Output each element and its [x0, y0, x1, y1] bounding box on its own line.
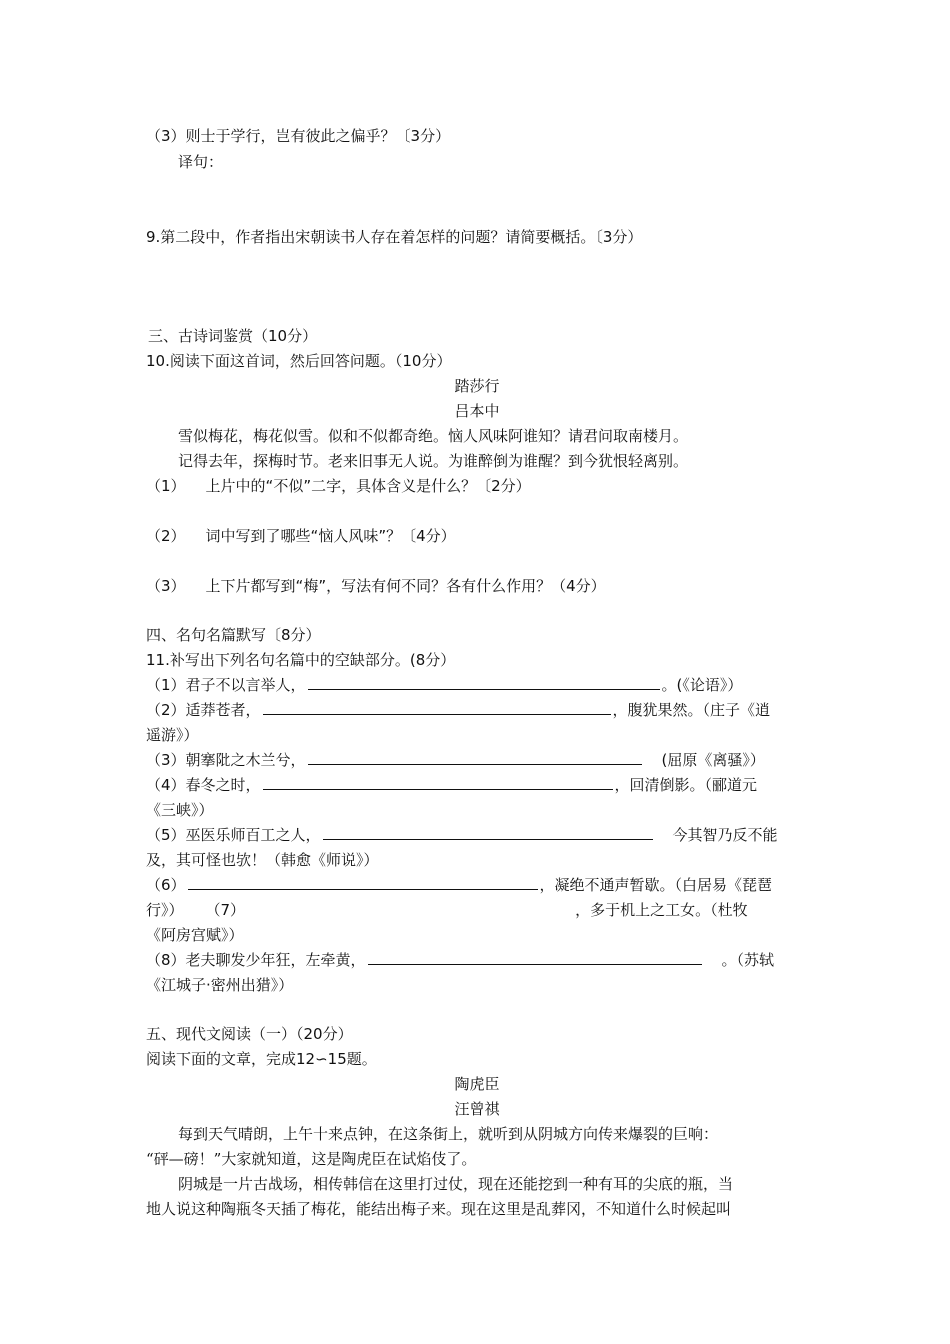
- dictation-item-2: [146, 698, 808, 723]
- dictation-1-source: 。(《论语》）: [661, 676, 743, 694]
- dictation-5-wrap: 及，其可怪也欤！（韩愈《师说》）: [146, 851, 379, 869]
- article-author: 汪曾祺: [454, 1100, 500, 1118]
- q10-sub-2-text: 词中写到了哪些“恼人风味”？〔4分）: [205, 527, 456, 545]
- dictation-4-wrap: 《三峡》）: [146, 801, 214, 819]
- dictation-item-8: [146, 948, 808, 973]
- dictation-8-source: 。（苏轼: [721, 951, 775, 969]
- dictation-6-wrap: 行》）: [146, 901, 184, 919]
- dictation-5-prompt: （5）巫医乐师百工之人，: [146, 826, 321, 844]
- section-3-heading: 三、古诗词鉴赏（10分）: [148, 327, 318, 345]
- question-11: 11.补写出下列名句名篇中的空缺部分。(8分）: [146, 651, 456, 669]
- dictation-item-6-7: [146, 898, 808, 923]
- article-title: 陶虎臣: [454, 1075, 500, 1093]
- article-p2-line2: 地人说这种陶瓶冬天插了梅花，能结出梅子来。现在这里是乱葬冈，不知道什么时候起叫: [146, 1200, 732, 1218]
- q10-sub-3-text: 上下片都写到“梅”，写法有何不同？各有什么作用？（4分）: [205, 577, 606, 595]
- dictation-7-source: ，多于机上之工女。（杜牧: [575, 901, 748, 919]
- dictation-2-prompt: （2）适莽苍者，: [146, 701, 261, 719]
- q8-3-answer-label: 译句：: [178, 153, 224, 171]
- dictation-6-source: ，凝绝不通声暂歇。（白居易《琵琶: [539, 876, 773, 894]
- dictation-1-blank[interactable]: [308, 674, 660, 690]
- article-p1-line1: 每到天气晴朗，上午十来点钟，在这条街上，就听到从阴城方向传来爆裂的巨响：: [178, 1125, 719, 1143]
- dictation-item-3: [146, 748, 808, 773]
- dictation-item-5: [146, 823, 808, 848]
- q10-sub-2-number: （2）: [146, 527, 186, 545]
- dictation-2-wrap: 遥游》）: [146, 726, 199, 744]
- question-10: 10.阅读下面这首词，然后回答问题。（10分）: [146, 352, 452, 370]
- q10-sub-2: [146, 524, 808, 549]
- poem-line-2: 记得去年，探梅时节。老来旧事无人说。为谁醉倒为谁醒？到今犹恨轻离别。: [178, 452, 689, 470]
- dictation-6-prompt: （6）: [146, 876, 186, 894]
- dictation-5-source: 今其智乃反不能: [672, 826, 778, 844]
- q8-3-prompt: （3）则士于学行，岂有彼此之偏乎？〔3分）: [146, 127, 451, 145]
- q10-sub-1: [146, 474, 808, 499]
- dictation-item-4: [146, 773, 808, 798]
- poem-title: 踏莎行: [454, 377, 500, 395]
- article-p1-line2: “砰—磅！”大家就知道，这是陶虎臣在试焰伎了。: [146, 1150, 477, 1168]
- dictation-8-prompt: （8）老夫聊发少年狂，左牵黄，: [146, 951, 366, 969]
- dictation-2-blank[interactable]: [263, 699, 611, 715]
- dictation-3-blank[interactable]: [308, 749, 642, 765]
- dictation-4-prompt: （4）春冬之时，: [146, 776, 261, 794]
- section-5-heading: 五、现代文阅读（一）（20分）: [146, 1025, 353, 1043]
- dictation-6-blank[interactable]: [188, 874, 538, 890]
- dictation-4-blank[interactable]: [263, 774, 613, 790]
- dictation-4-source: ，回清倒影。（郦道元: [614, 776, 758, 794]
- question-9: 9.第二段中，作者指出宋朝读书人存在着怎样的问题？请简要概括。〔3分）: [146, 228, 643, 246]
- dictation-8-blank[interactable]: [368, 949, 702, 965]
- dictation-2-source: ，腹犹果然。（庄子《逍: [612, 701, 771, 719]
- q10-sub-3-number: （3）: [146, 577, 186, 595]
- article-p2-line1: 阴城是一片古战场，相传韩信在这里打过仗，现在还能挖到一种有耳的尖底的瓶，当: [178, 1175, 734, 1193]
- dictation-item-6: [146, 873, 808, 898]
- q10-sub-3: [146, 574, 808, 599]
- dictation-7-prompt: （7）: [205, 901, 246, 919]
- dictation-5-blank[interactable]: [323, 824, 653, 840]
- dictation-3-source: (屈原《离骚》）: [661, 751, 765, 769]
- q10-sub-1-number: （1）: [146, 477, 186, 495]
- section-4-heading: 四、名句名篇默写〔8分）: [146, 626, 321, 644]
- section-5-instruction: 阅读下面的文章，完成12∽15题。: [146, 1050, 377, 1068]
- q10-sub-1-text: 上片中的“不似”二字，具体含义是什么？〔2分）: [205, 477, 531, 495]
- dictation-8-wrap: 《江城子·密州出猎》）: [146, 976, 294, 994]
- dictation-1-prompt: （1）君子不以言举人，: [146, 676, 306, 694]
- poem-author: 吕本中: [454, 402, 500, 420]
- dictation-3-prompt: （3）朝搴阰之木兰兮，: [146, 751, 306, 769]
- dictation-7-wrap: 《阿房宫赋》）: [146, 926, 244, 944]
- poem-line-1: 雪似梅花，梅花似雪。似和不似都奇绝。恼人风味阿谁知？请君问取南楼月。: [178, 427, 689, 445]
- dictation-item-1: [146, 673, 808, 698]
